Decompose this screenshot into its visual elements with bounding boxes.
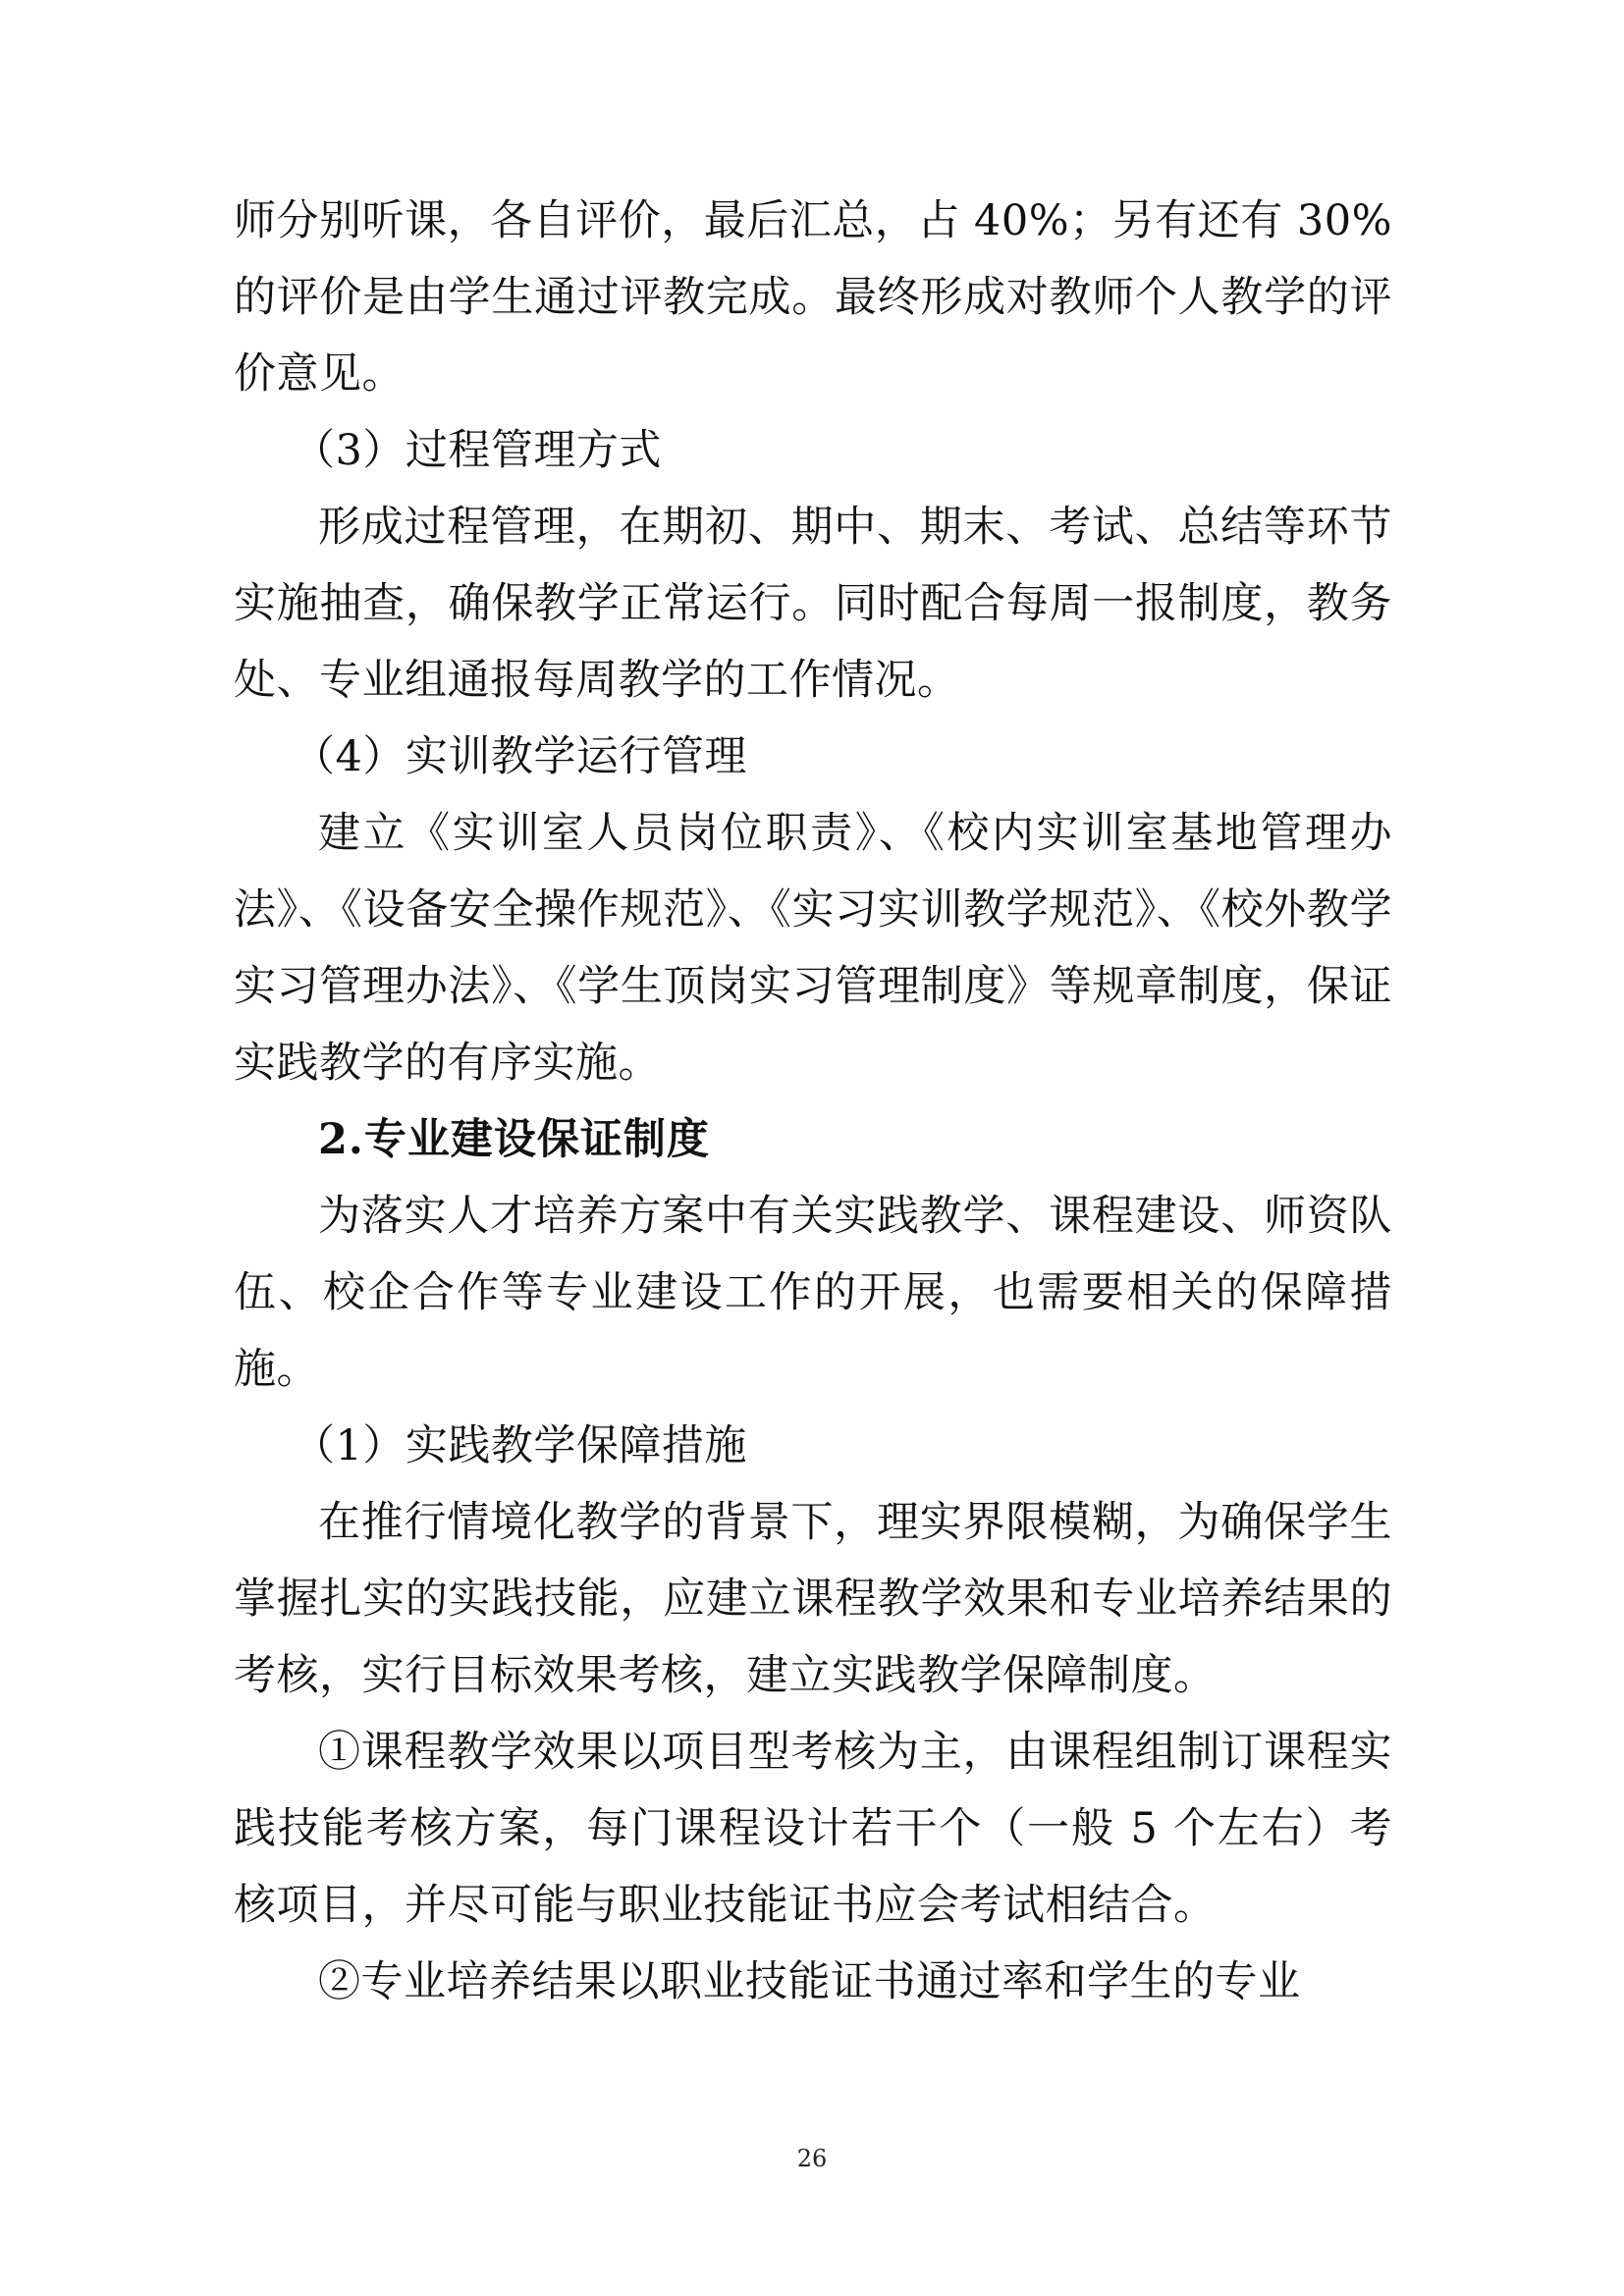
subsection-heading-1: （1）实践教学保障措施: [293, 1421, 747, 1470]
subsection-heading-3: （3）过程管理方式: [293, 426, 662, 475]
paragraph-training-regulations: 建立《实训室人员岗位职责》、《校内实训室基地管理办法》、《设备安全操作规范》、《实习实训教学规范》、《校外教学实习管理办法》、《学生顶岗实习管理制度》等规章制度，保证实践教学的有序实施。: [234, 809, 1392, 1088]
paragraph-item-2: ②专业培养结果以职业技能证书通过率和学生的专业: [318, 1957, 1301, 2006]
paragraph-item-1: ①课程教学效果以项目型考核为主，由课程组制订课程实践技能考核方案，每门课程设计若干个（一般 5 个左右）考核项目，并尽可能与职业技能证书应会考试相结合。: [234, 1728, 1392, 1930]
paragraph-process-management: 形成过程管理，在期初、期中、期末、考试、总结等环节实施抽查，确保教学正常运行。同时配合每周一报制度，教务处、专业组通报每周教学的工作情况。: [234, 503, 1392, 705]
section-heading-2: 2.专业建设保证制度: [318, 1115, 710, 1164]
page-body: [234, 183, 1392, 2020]
paragraph-continuation: 师分别听课，各自评价，最后汇总，占 40%；另有还有 30%的评价是由学生通过评教完成。最终形成对教师个人教学的评价意见。: [234, 196, 1392, 399]
subsection-heading-4: （4）实训教学运行管理: [293, 732, 747, 781]
paragraph-practice-guarantee: 在推行情境化教学的背景下，理实界限模糊，为确保学生掌握扎实的实践技能，应建立课程教学效果和专业培养结果的考核，实行目标效果考核，建立实践教学保障制度。: [234, 1498, 1392, 1700]
page-number: 26: [796, 2145, 828, 2172]
paragraph-major-construction: 为落实人才培养方案中有关实践教学、课程建设、师资队伍、校企合作等专业建设工作的开展，也需要相关的保障措施。: [234, 1192, 1392, 1394]
